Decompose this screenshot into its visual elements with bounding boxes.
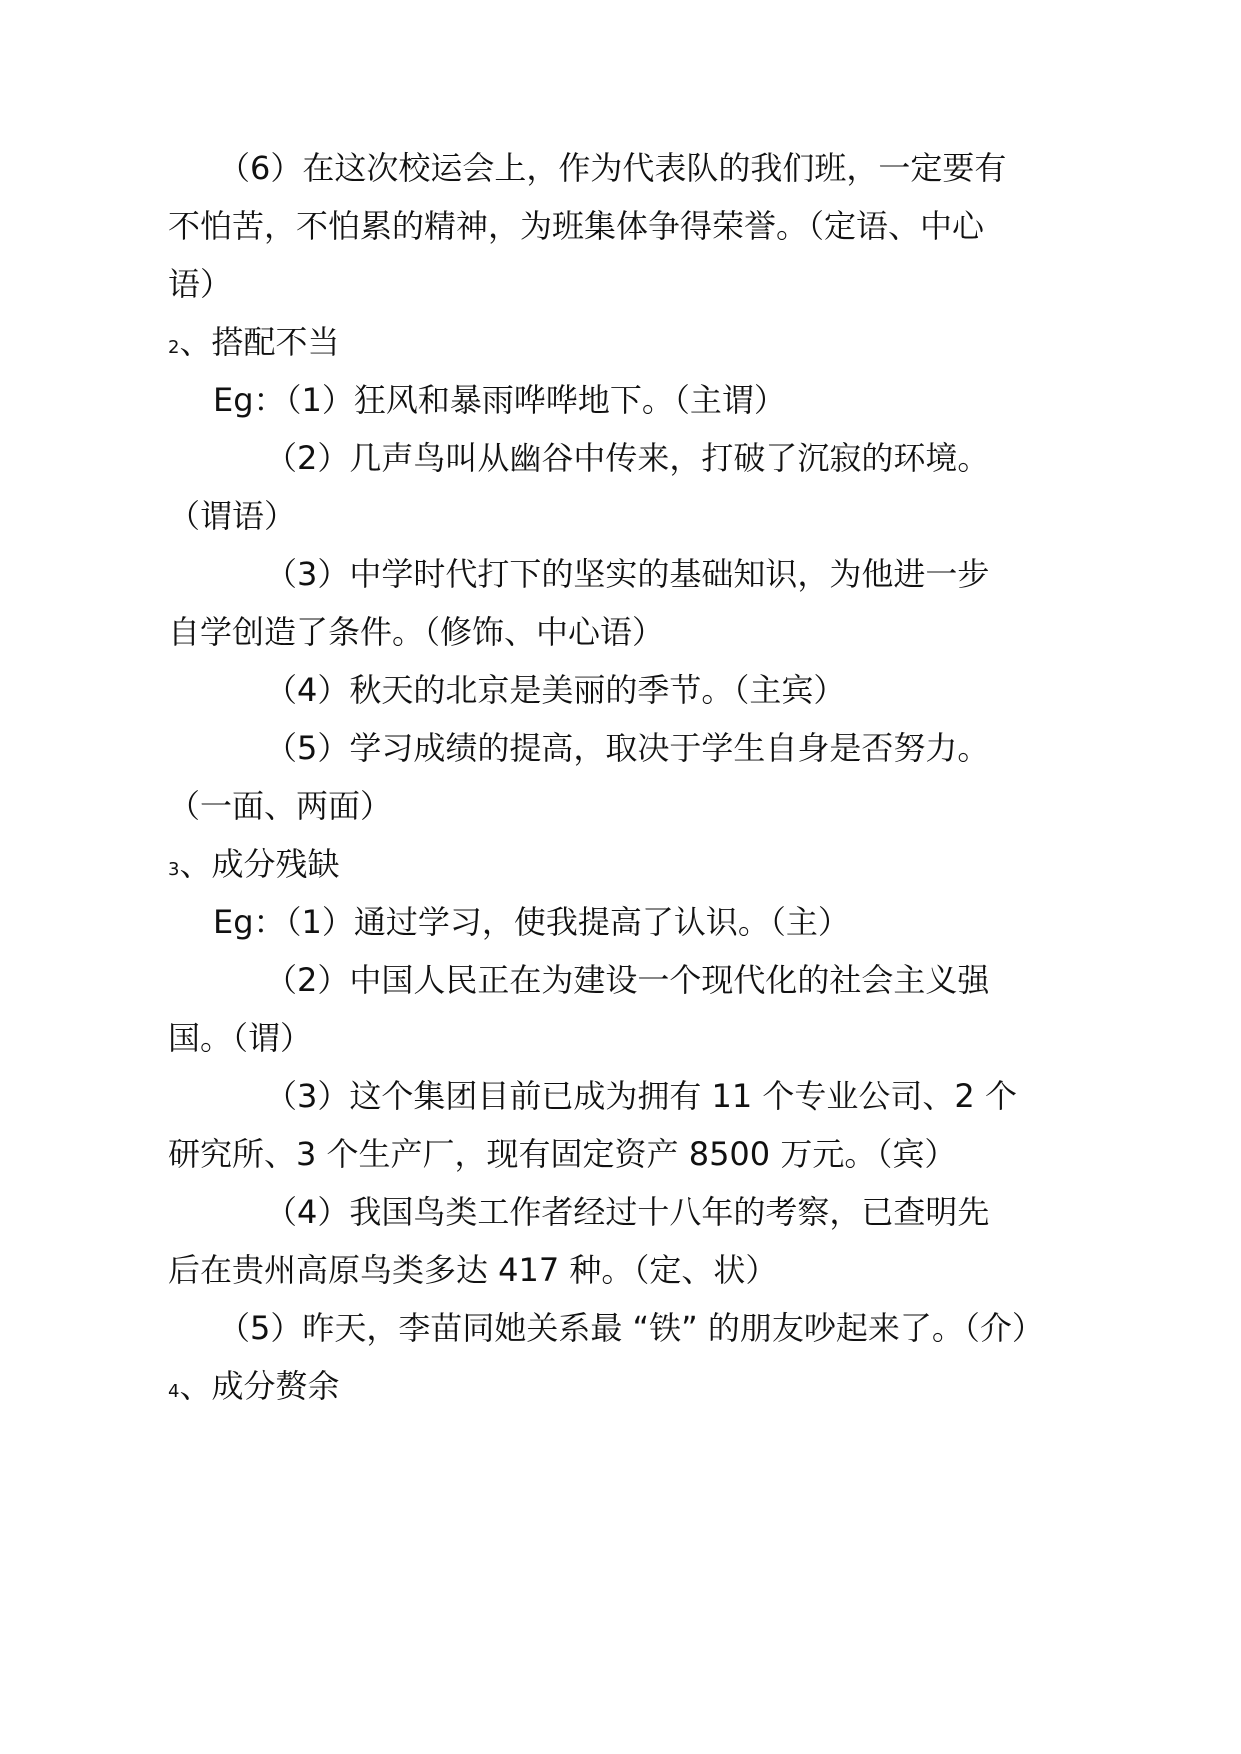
example-line: （4）我国鸟类工作者经过十八年的考察，已查明先 xyxy=(265,1193,990,1231)
example-line: 后在贵州高原鸟类多达 417 种。（定、状） xyxy=(168,1251,778,1289)
example-line: 国。（谓） xyxy=(168,1019,313,1057)
example-line: 自学创造了条件。（修饰、中心语） xyxy=(168,613,665,651)
section-title: 、成分赘余 xyxy=(179,1367,340,1405)
example-line: （4）秋天的北京是美丽的季节。（主宾） xyxy=(265,671,846,709)
example-line: （5）昨天，李苗同她关系最 “铁” 的朋友吵起来了。（介） xyxy=(218,1309,1044,1347)
section-number: 3 xyxy=(168,859,180,880)
example-line: Eg：（1）通过学习，使我提高了认识。（主） xyxy=(213,903,850,941)
example-line: （一面、两面） xyxy=(168,787,393,825)
example-line: 研究所、3 个生产厂，现有固定资产 8500 万元。（宾） xyxy=(168,1135,957,1173)
text-line: （6）在这次校运会上，作为代表队的我们班，一定要有 xyxy=(218,149,1007,187)
section-heading xyxy=(168,1366,339,1412)
section-number: 2 xyxy=(168,337,180,358)
section-heading xyxy=(168,844,339,890)
example-line: （2）几声鸟叫从幽谷中传来，打破了沉寂的环境。 xyxy=(265,439,990,477)
section-title: 、搭配不当 xyxy=(179,323,340,361)
text-line: 不怕苦，不怕累的精神，为班集体争得荣誉。（定语、中心 xyxy=(168,207,985,245)
section-heading xyxy=(168,322,339,368)
example-line: Eg：（1）狂风和暴雨哗哗地下。（主谓） xyxy=(213,381,786,419)
section-number: 4 xyxy=(168,1381,180,1402)
example-line: （谓语） xyxy=(168,497,297,535)
example-line: （3）这个集团目前已成为拥有 11 个专业公司、2 个 xyxy=(265,1077,1017,1115)
text-line: 语） xyxy=(168,265,233,303)
example-line: （2）中国人民正在为建设一个现代化的社会主义强 xyxy=(265,961,990,999)
section-title: 、成分残缺 xyxy=(179,845,340,883)
example-line: （3）中学时代打下的坚实的基础知识，为他进一步 xyxy=(265,555,990,593)
example-line: （5）学习成绩的提高，取决于学生自身是否努力。 xyxy=(265,729,990,767)
